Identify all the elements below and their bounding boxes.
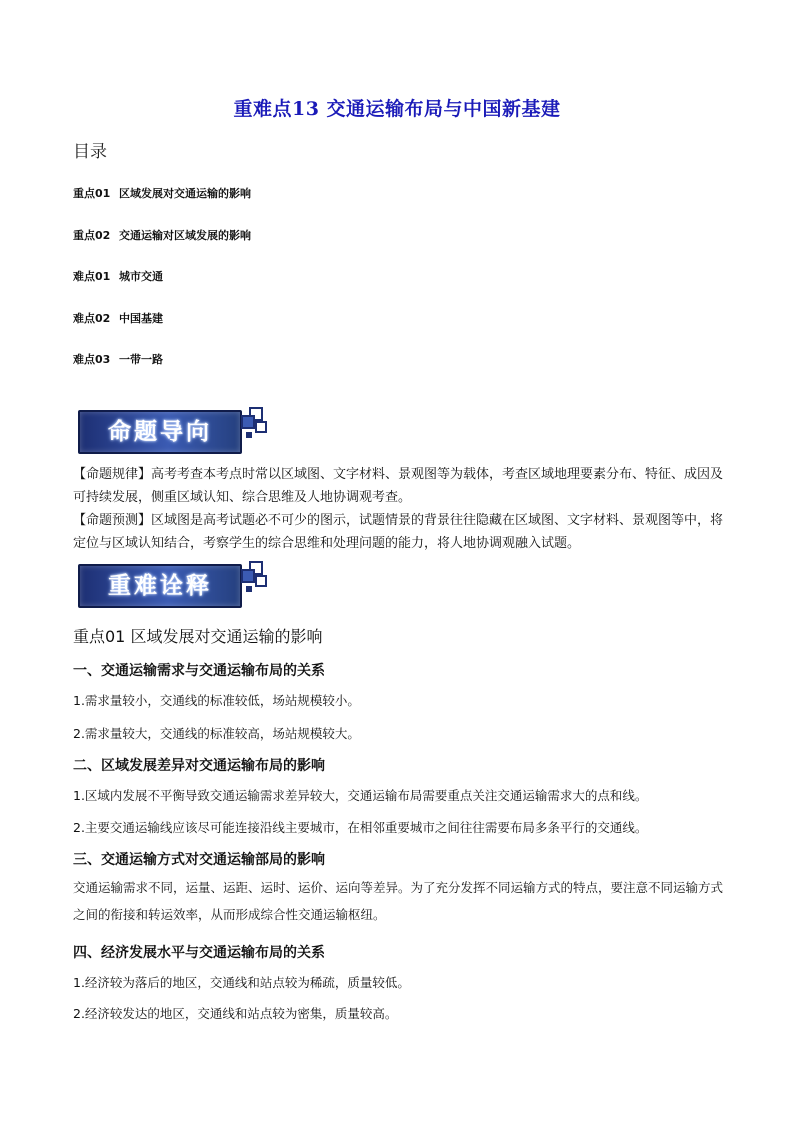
toc-item-code: 难点02 bbox=[73, 312, 111, 325]
list-item: 2.经济较发达的地区，交通线和站点较为密集，质量较高。 bbox=[73, 1006, 398, 1021]
heading-economic-level: 四、经济发展水平与交通运输布局的关系 bbox=[73, 945, 325, 961]
page-title: 重难点13 交通运输布局与中国新基建 bbox=[233, 98, 561, 120]
toc-item-code: 难点03 bbox=[73, 353, 111, 366]
list-item: 1.经济较为落后的地区，交通线和站点较为稀疏，质量较低。 bbox=[73, 975, 410, 990]
toc-item-label: 交通运输对区域发展的影响 bbox=[119, 229, 251, 242]
toc-item-label: 中国基建 bbox=[119, 312, 163, 325]
banner-key-points bbox=[76, 560, 276, 608]
toc-item[interactable] bbox=[73, 351, 163, 367]
toc-item-label: 区域发展对交通运输的影响 bbox=[119, 187, 251, 200]
toc-item[interactable] bbox=[73, 227, 251, 243]
toc-item-code: 重点02 bbox=[73, 229, 111, 242]
toc-item-code: 重点01 bbox=[73, 187, 111, 200]
list-item: 2.主要交通运输线应该尽可能连接沿线主要城市，在相邻重要城市之间往往需要布局多条平行的交通线。 bbox=[73, 820, 648, 835]
section-title: 重点01 区域发展对交通运输的影响 bbox=[73, 627, 323, 646]
decorative-squares-icon bbox=[240, 406, 276, 442]
list-item: 1.区域内发展不平衡导致交通运输需求差异较大，交通运输布局需要重点关注交通运输需求大的点和线。 bbox=[73, 788, 648, 803]
guidance-rule: 【命题规律】高考考查本考点时常以区域图、文字材料、景观图等为载体，考查区域地理要素分布、特征、成因及可持续发展，侧重区域认知、综合思维及人地协调观考查。 bbox=[73, 467, 724, 505]
list-item: 2.需求量较大，交通线的标准较高，场站规模较大。 bbox=[73, 726, 360, 741]
banner-text: 命题导向 bbox=[108, 419, 212, 445]
banner-text: 重难诠释 bbox=[108, 573, 212, 599]
banner-bar bbox=[78, 564, 242, 608]
toc-item[interactable] bbox=[73, 185, 251, 201]
paragraph-transport-modes: 交通运输需求不同，运量、运距、运时、运价、运向等差异。为了充分发挥不同运输方式的特点，要注意不同运输方式之间的衔接和转运效率，从而形成综合性交通运输枢纽。 bbox=[73, 880, 724, 922]
banner-proposition-guidance bbox=[76, 406, 276, 454]
decorative-squares-icon bbox=[240, 560, 276, 596]
heading-demand-layout: 一、交通运输需求与交通运输布局的关系 bbox=[73, 663, 325, 679]
banner-bar bbox=[78, 410, 242, 454]
toc-item-code: 难点01 bbox=[73, 270, 111, 283]
heading-regional-difference: 二、区域发展差异对交通运输布局的影响 bbox=[73, 758, 325, 774]
guidance-forecast: 【命题预测】区域图是高考试题必不可少的图示，试题情景的背景往往隐藏在区域图、文字材料、景观图等中，将定位与区域认知结合，考察学生的综合思维和处理问题的能力，将人地协调观融入试题。 bbox=[73, 513, 724, 551]
toc-item[interactable] bbox=[73, 268, 163, 284]
toc-item[interactable] bbox=[73, 310, 163, 326]
toc-item-label: 一带一路 bbox=[119, 353, 163, 366]
toc-item-label: 城市交通 bbox=[119, 270, 163, 283]
heading-transport-modes: 三、交通运输方式对交通运输部局的影响 bbox=[73, 852, 325, 868]
toc-heading: 目录 bbox=[73, 142, 107, 162]
list-item: 1.需求量较小，交通线的标准较低，场站规模较小。 bbox=[73, 693, 360, 708]
